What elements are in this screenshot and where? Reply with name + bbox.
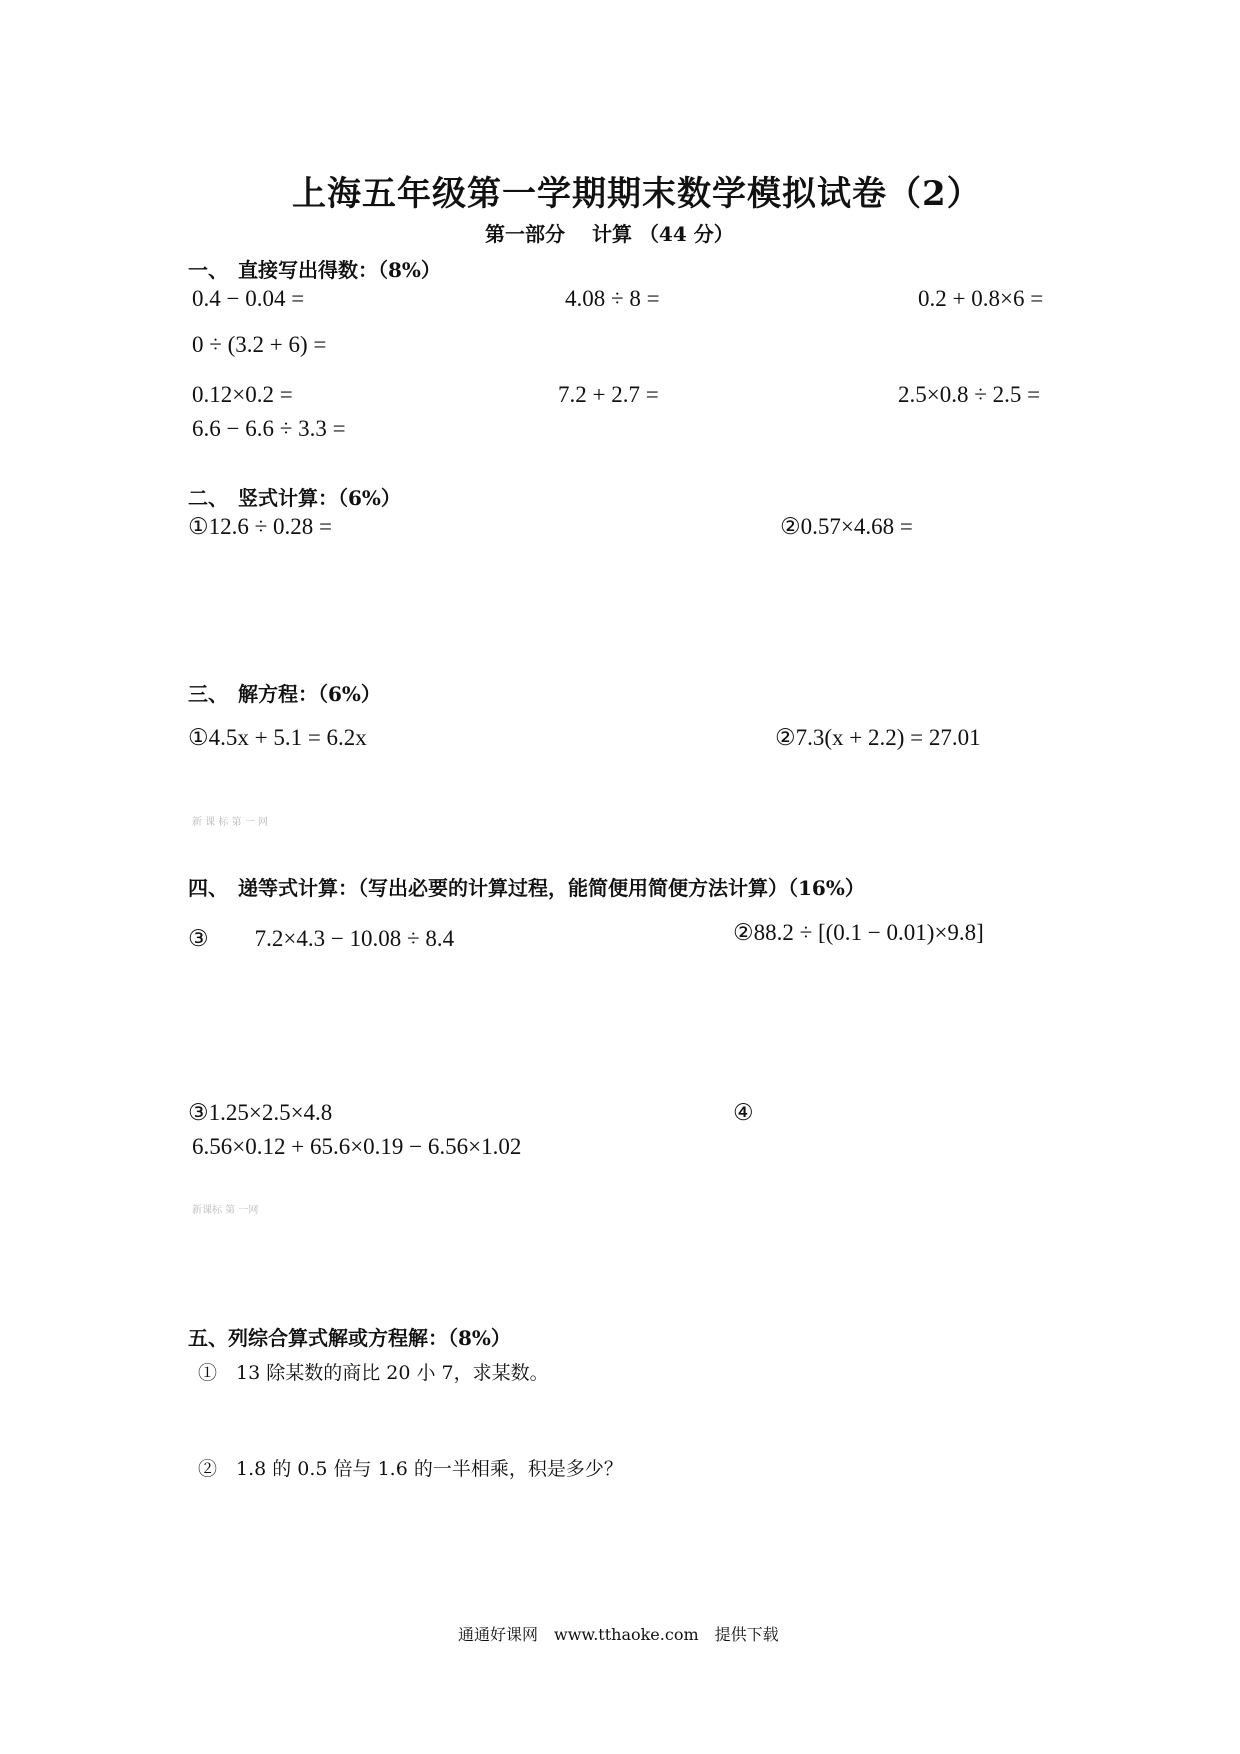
watermark: 新课标 第 一网 <box>192 1205 259 1216</box>
section1-heading: 一、 直接写出得数：（8%） <box>188 258 441 282</box>
section1-item: 0.12×0.2 = <box>192 382 293 407</box>
section1-item: 7.2 + 2.7 = <box>558 382 659 407</box>
section2-item: ①12.6 ÷ 0.28 = <box>188 514 332 539</box>
section1-item: 4.08 ÷ 8 = <box>565 286 660 311</box>
section3-item: ①4.5x + 5.1 = 6.2x <box>188 725 367 750</box>
section1-item: 0.4 − 0.04 = <box>192 286 305 311</box>
section2-heading: 二、 竖式计算：（6%） <box>188 486 401 510</box>
section1-item: 0 ÷ (3.2 + 6) = <box>192 332 327 357</box>
section4-item: ④ <box>733 1100 754 1125</box>
section1-item: 0.2 + 0.8×6 = <box>918 286 1044 311</box>
page-title: 上海五年级第一学期期末数学模拟试卷（2） <box>292 174 982 214</box>
section5-heading: 五、列综合算式解或方程解：（8%） <box>188 1326 511 1350</box>
section4-item: 6.56×0.12 + 65.6×0.19 − 6.56×1.02 <box>192 1134 522 1159</box>
section4-item: ③1.25×2.5×4.8 <box>188 1100 333 1125</box>
section1-item: 2.5×0.8 ÷ 2.5 = <box>898 382 1041 407</box>
page-footer: 通通好课网 www.tthaoke.com 提供下载 <box>458 1625 779 1644</box>
section5-question: ① 13 除某数的商比 20 小 7，求某数。 <box>198 1362 549 1384</box>
section1-item: 6.6 − 6.6 ÷ 3.3 = <box>192 416 346 441</box>
section4-heading: 四、 递等式计算：（写出必要的计算过程，能简便用简便方法计算）（16%） <box>188 876 865 900</box>
section4-item: ②88.2 ÷ [(0.1 − 0.01)×9.8] <box>733 920 984 945</box>
section5-question: ② 1.8 的 0.5 倍与 1.6 的一半相乘，积是多少？ <box>198 1458 623 1480</box>
section3-heading: 三、 解方程：（6%） <box>188 682 381 706</box>
watermark: 新 课 标 第 一 网 <box>192 817 268 828</box>
section2-item: ②0.57×4.68 = <box>780 514 913 539</box>
section3-item: ②7.3(x + 2.2) = 27.01 <box>775 725 981 750</box>
section4-item: ③ 7.2×4.3 − 10.08 ÷ 8.4 <box>188 926 455 951</box>
page-subtitle: 第一部分 计算 （44 分） <box>485 222 734 246</box>
